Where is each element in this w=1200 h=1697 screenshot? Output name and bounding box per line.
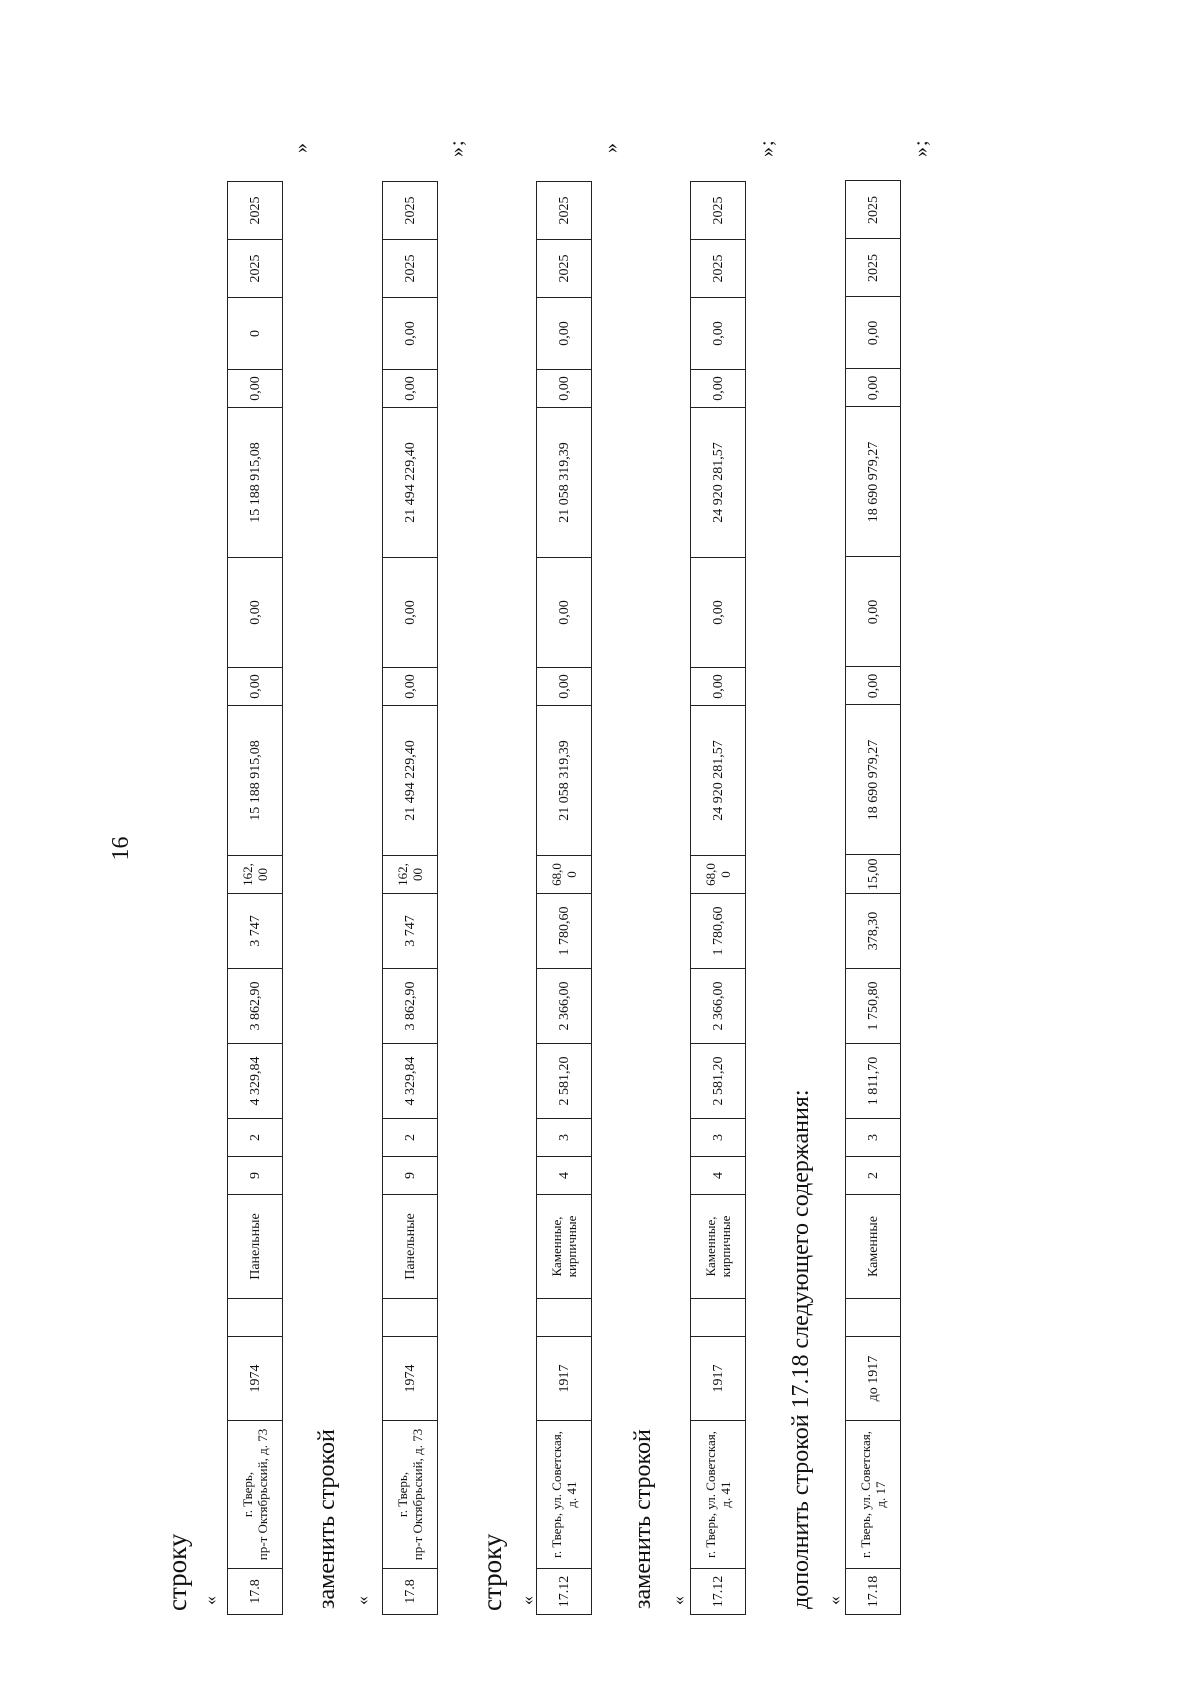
table-cell: 3 747 — [228, 894, 283, 969]
close-quote-mark: » — [290, 142, 312, 153]
table-cell: 0,00 — [537, 298, 592, 370]
table-cell: г. Тверь, ул. Советская, д. 17 — [846, 1421, 901, 1569]
section-label: заменить строкой — [314, 1429, 340, 1609]
table-cell: 2025 — [228, 240, 283, 298]
table-cell: 2025 — [383, 182, 438, 240]
table-cell: 3 862,90 — [228, 969, 283, 1044]
table-cell: 0,00 — [537, 370, 592, 408]
table-cell: 2 — [228, 1119, 283, 1157]
table-cell: 2025 — [691, 240, 746, 298]
table-row — [228, 182, 283, 1615]
table-cell: Каменные — [846, 1195, 901, 1299]
table-cell: г. Тверь, ул. Советская, д. 41 — [537, 1421, 592, 1569]
table-cell: 21 058 319,39 — [537, 706, 592, 856]
close-quote-mark: »; — [446, 139, 468, 157]
table-row — [691, 182, 746, 1615]
table-row — [846, 181, 901, 1615]
table-cell: 2 366,00 — [537, 969, 592, 1044]
table-row — [537, 182, 592, 1615]
table-cell: 0,00 — [846, 667, 901, 705]
table-cell: 68,0 0 — [537, 856, 592, 894]
table-cell: 24 920 281,57 — [691, 706, 746, 856]
table-cell: 0,00 — [383, 668, 438, 706]
table-cell: 0,00 — [537, 558, 592, 668]
table-cell: 17.12 — [691, 1569, 746, 1615]
table-cell: 1917 — [537, 1337, 592, 1421]
table-cell: 15,00 — [846, 855, 901, 894]
open-quote-mark: « — [668, 1596, 688, 1605]
table-cell: 17.18 — [846, 1569, 901, 1615]
open-quote-mark: « — [517, 1596, 537, 1605]
data-table — [845, 181, 901, 1616]
table-cell: г. Тверь, пр-т Октябрьский, д. 73 — [383, 1421, 438, 1569]
table-cell: 21 058 319,39 — [537, 408, 592, 558]
close-quote-mark: » — [600, 142, 622, 153]
table-cell: 2 — [383, 1119, 438, 1157]
table-cell: 2025 — [691, 182, 746, 240]
data-table — [536, 181, 592, 1615]
table-cell: 0,00 — [383, 370, 438, 408]
table-cell: 18 690 979,27 — [846, 407, 901, 557]
section-label: дополнить строкой 17.18 следующего содержания: — [788, 1089, 814, 1609]
table-cell: 2025 — [537, 182, 592, 240]
table-cell: 4 329,84 — [228, 1044, 283, 1119]
table-cell — [228, 1299, 283, 1337]
table-cell: Панельные — [383, 1195, 438, 1299]
table-cell: г. Тверь, пр-т Октябрьский, д. 73 — [228, 1421, 283, 1569]
table-cell: 0,00 — [537, 668, 592, 706]
table-cell: 2 581,20 — [537, 1044, 592, 1119]
table-cell: 1 811,70 — [846, 1044, 901, 1119]
table-cell: 2025 — [228, 182, 283, 240]
table-cell: 2025 — [846, 239, 901, 297]
table-cell: 15 188 915,08 — [228, 408, 283, 558]
table-cell: 0,00 — [228, 668, 283, 706]
table-cell: 2 581,20 — [691, 1044, 746, 1119]
section-label: строку — [477, 1533, 507, 1611]
table-cell: 0,00 — [846, 297, 901, 369]
table-cell: 1917 — [691, 1337, 746, 1421]
table-cell: 0,00 — [691, 298, 746, 370]
table-cell: 4 329,84 — [383, 1044, 438, 1119]
table-cell: 0,00 — [691, 370, 746, 408]
table-cell: 68,0 0 — [691, 856, 746, 894]
section-label: заменить строкой — [630, 1429, 656, 1609]
table-cell: 4 — [691, 1157, 746, 1195]
table-cell — [691, 1299, 746, 1337]
table-cell: 3 862,90 — [383, 969, 438, 1044]
table-cell: 17.8 — [383, 1569, 438, 1615]
table-cell: 3 747 — [383, 894, 438, 969]
table-cell — [383, 1299, 438, 1337]
table-cell: 1 750,80 — [846, 969, 901, 1044]
table-cell: г. Тверь, ул. Советская, д. 41 — [691, 1421, 746, 1569]
table-cell: 2 — [846, 1157, 901, 1195]
table-cell: до 1917 — [846, 1337, 901, 1421]
table-cell: 0,00 — [383, 558, 438, 668]
table-row — [383, 182, 438, 1615]
close-quote-mark: »; — [910, 139, 932, 157]
data-table — [382, 181, 438, 1615]
table-cell: Каменные, кирпичные — [691, 1195, 746, 1299]
open-quote-mark: « — [352, 1596, 372, 1605]
table-cell — [846, 1299, 901, 1337]
table-cell: 24 920 281,57 — [691, 408, 746, 558]
table-cell: 0,00 — [846, 557, 901, 667]
table-cell: 2025 — [383, 240, 438, 298]
data-table — [690, 181, 746, 1615]
table-cell: 3 — [537, 1119, 592, 1157]
table-cell: Панельные — [228, 1195, 283, 1299]
table-cell: 4 — [537, 1157, 592, 1195]
table-cell: 15 188 915,08 — [228, 706, 283, 856]
table-cell: 0,00 — [691, 558, 746, 668]
table-cell: 0,00 — [228, 370, 283, 408]
section-label: строку — [162, 1533, 192, 1611]
open-quote-mark: « — [200, 1596, 220, 1605]
table-cell: 162, 00 — [383, 856, 438, 894]
table-cell: 2025 — [537, 240, 592, 298]
table-cell: 18 690 979,27 — [846, 705, 901, 855]
table-cell: 378,30 — [846, 894, 901, 969]
table-cell — [537, 1299, 592, 1337]
table-cell: 1974 — [228, 1337, 283, 1421]
table-cell: 0 — [228, 298, 283, 370]
table-cell: 1 780,60 — [691, 894, 746, 969]
table-cell: 3 — [846, 1119, 901, 1157]
table-cell: 21 494 229,40 — [383, 408, 438, 558]
table-cell: 0,00 — [691, 668, 746, 706]
table-cell: 9 — [228, 1157, 283, 1195]
table-cell: 0,00 — [383, 298, 438, 370]
data-table — [227, 181, 283, 1615]
table-cell: 17.12 — [537, 1569, 592, 1615]
table-cell: 2 366,00 — [691, 969, 746, 1044]
table-cell: 21 494 229,40 — [383, 706, 438, 856]
open-quote-mark: « — [824, 1596, 844, 1605]
table-cell: 0,00 — [228, 558, 283, 668]
table-cell: 162, 00 — [228, 856, 283, 894]
table-cell: 17.8 — [228, 1569, 283, 1615]
table-cell: 3 — [691, 1119, 746, 1157]
table-cell: 0,00 — [846, 369, 901, 407]
table-cell: 1 780,60 — [537, 894, 592, 969]
table-cell: 9 — [383, 1157, 438, 1195]
table-cell: Каменные, кирпичные — [537, 1195, 592, 1299]
table-cell: 2025 — [846, 181, 901, 239]
page-number: 16 — [108, 836, 134, 861]
table-cell: 1974 — [383, 1337, 438, 1421]
close-quote-mark: »; — [756, 139, 778, 157]
